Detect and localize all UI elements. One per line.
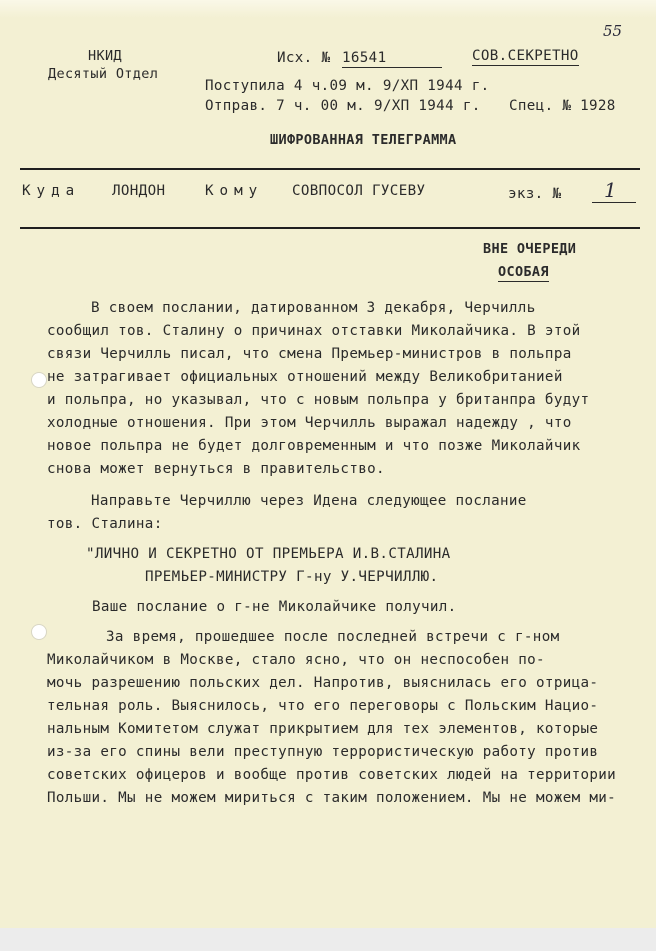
copy-label: экз. №	[508, 186, 562, 202]
punch-hole	[31, 624, 47, 640]
sent-time: Отправ. 7 ч. 00 м. 9/XП 1944 г.	[205, 98, 481, 114]
copy-number-line	[592, 202, 636, 203]
p4-line6: из-за его спины вели преступную террористическую работу против	[47, 744, 599, 760]
rule-top	[20, 168, 640, 170]
special-number: Спец. № 1928	[509, 98, 616, 114]
message-heading1: "ЛИЧНО И СЕКРЕТНО ОТ ПРЕМЬЕРА И.В.СТАЛИНА	[86, 546, 451, 562]
p4-line5: нальным Комитетом служат прикрытием для тех элементов, которые	[47, 721, 599, 737]
p4-line2: Миколайчиком в Москве, стало ясно, что он неспособен по-	[47, 652, 545, 668]
org-line2: Десятый Отдел	[48, 66, 159, 82]
priority-line2: ОСОБАЯ	[498, 264, 549, 280]
punch-hole	[31, 372, 47, 388]
to-label: Куда	[22, 183, 81, 199]
p1-line6: холодные отношения. При этом Черчилль выражал надежду , что	[47, 415, 572, 431]
scan-margin	[0, 928, 656, 951]
p4-line3: мочь разрешению польских дел. Напротив, выяснилась его отрица-	[47, 675, 599, 691]
p1-line2: сообщил тов. Сталину о причинах отставки Миколайчика. В этой	[47, 323, 581, 339]
p4-line4: тельная роль. Выяснилось, что его переговоры с Польским Нацио-	[47, 698, 599, 714]
outgoing-number: 16541	[342, 50, 442, 68]
outgoing-label: Исх. №	[277, 50, 331, 66]
org-line1: НКИД	[88, 48, 122, 64]
received-time: Поступила 4 ч.09 м. 9/XП 1944 г.	[205, 78, 490, 94]
p1-line8: снова может вернуться в правительство.	[47, 461, 385, 477]
paper-edge	[0, 0, 656, 18]
p4-line8: Польши. Мы не можем мириться с таким положением. Мы не можем ми-	[47, 790, 617, 806]
p4-line1: За время, прошедшее после последней встречи с г-ном	[106, 629, 560, 645]
p1-line5: и польпра, но указывал, что с новым польпра у британпра будут	[47, 392, 590, 408]
to-value: ЛОНДОН	[112, 183, 166, 199]
p2-line1: Направьте Черчиллю через Идена следующее послание	[91, 493, 527, 509]
message-heading2: ПРЕМЬЕР-МИНИСТРУ Г-ну У.ЧЕРЧИЛЛЮ.	[145, 569, 439, 585]
p4-line7: советских офицеров и вообще против советских людей на территории	[47, 767, 617, 783]
p1-line4: не затрагивает официальных отношений между Великобританией	[47, 369, 563, 385]
p3-line1: Ваше послание о г-не Миколайчике получил.	[92, 599, 457, 615]
copy-number: 1	[604, 178, 617, 202]
whom-value: СОВПОСОЛ ГУСЕВУ	[292, 183, 426, 199]
rule-bottom	[20, 227, 640, 229]
classification: СОВ.СЕКРЕТНО	[472, 48, 579, 64]
page-number: 55	[603, 22, 623, 40]
priority-line1: ВНЕ ОЧЕРЕДИ	[483, 241, 577, 257]
doc-type-title: ШИФРОВАННАЯ ТЕЛЕГРАММА	[270, 132, 457, 148]
p1-line3: связи Черчилль писал, что смена Премьер-министров в польпра	[47, 346, 572, 362]
p1-line7: новое польпра не будет долговременным и что позже Миколайчик	[47, 438, 581, 454]
whom-label: Кому	[205, 183, 264, 199]
p2-line2: тов. Сталина:	[47, 516, 163, 532]
p1-line1: В своем послании, датированном 3 декабря, Черчилль	[91, 300, 536, 316]
